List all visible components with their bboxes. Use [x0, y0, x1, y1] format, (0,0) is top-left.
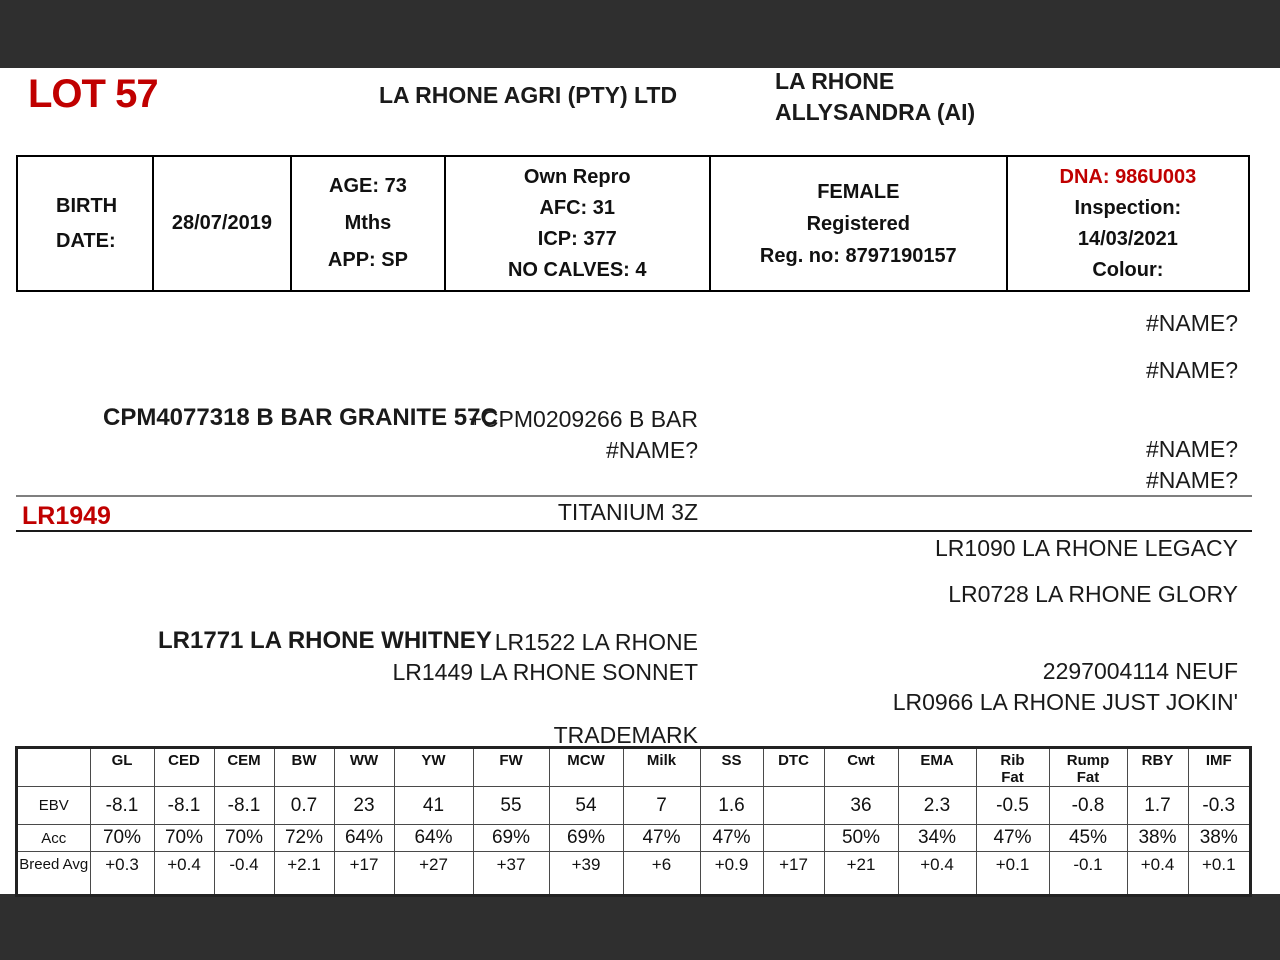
ebv-value-cell: 55	[473, 787, 549, 825]
pedigree-sire-dam-dam: #NAME?	[1145, 467, 1238, 493]
ebv-value-cell: 7	[623, 787, 700, 825]
ebv-value-cell: 36	[824, 787, 898, 825]
ebv-value-cell: 1.6	[700, 787, 763, 825]
ebv-header-cell	[154, 748, 214, 787]
ebv-value-cell: 70%	[90, 825, 154, 852]
animal-name	[775, 66, 975, 128]
ebv-value-cell: 69%	[473, 825, 549, 852]
ebv-header-text: Rump	[1066, 752, 1110, 769]
ebv-value-cell: -0.4	[214, 852, 274, 895]
ebv-value-cell: 38%	[1188, 825, 1250, 852]
pedigree-dam-dam-sire: 2297004114 NEUF	[1042, 658, 1238, 684]
ebv-value-cell: +0.4	[898, 852, 976, 895]
ebv-header-text: CED	[168, 752, 200, 769]
own-repro-line: Own Repro	[523, 165, 631, 188]
pedigree-sire: CPM4077318 B BAR GRANITE 57C	[103, 404, 498, 431]
ebv-header-cell	[623, 748, 700, 787]
ebv-header-cell	[1188, 748, 1250, 787]
ebv-value-cell: +17	[334, 852, 394, 895]
ebv-header-text: MCW	[567, 752, 605, 769]
ebv-header-cell	[274, 748, 334, 787]
ebv-value-cell: +0.4	[1127, 852, 1188, 895]
ebv-value-cell: 45%	[1049, 825, 1127, 852]
pedigree-dam: LR1771 LA RHONE WHITNEY	[158, 627, 492, 654]
divider-bottom-rule	[16, 530, 1252, 532]
inspection-label: Inspection:	[1074, 196, 1182, 219]
ebv-value-cell: -8.1	[214, 787, 274, 825]
pedigree-dam-sire-line2: TRADEMARK	[553, 722, 698, 748]
ebv-value-cell: +39	[549, 852, 623, 895]
birth-label-line2: DATE:	[56, 229, 116, 252]
birth-date-value: 28/07/2019	[171, 212, 272, 234]
pedigree-dam-sire-dam: LR0728 LA RHONE GLORY	[948, 581, 1238, 607]
ebv-header-cell	[214, 748, 274, 787]
ebv-value-cell: -0.1	[1049, 852, 1127, 895]
ebv-value-cell	[763, 825, 824, 852]
ebv-header-cell	[549, 748, 623, 787]
ebv-header-text: Fat	[1076, 769, 1100, 786]
ebv-value-cell: -0.5	[976, 787, 1049, 825]
registration-cell	[711, 157, 1008, 290]
sex-line: FEMALE	[817, 180, 900, 203]
bottom-bar	[0, 894, 1280, 960]
ebv-value-cell: 2.3	[898, 787, 976, 825]
ebv-value-cell: +0.9	[700, 852, 763, 895]
ebv-value-cell: 70%	[154, 825, 214, 852]
company-title: LA RHONE AGRI (PTY) LTD	[378, 82, 678, 108]
ebv-header-cell	[473, 748, 549, 787]
reg-no-line: Reg. no: 8797190157	[759, 244, 957, 267]
ebv-header-text: IMF	[1205, 752, 1232, 769]
ebv-header-cell	[1127, 748, 1188, 787]
ebv-value-cell: +17	[763, 852, 824, 895]
ebv-data-row	[17, 787, 1250, 825]
ebv-header-text: FW	[499, 752, 523, 769]
pedigree-dam-dam: LR1449 LA RHONE SONNET	[392, 659, 698, 685]
animal-name-line2: ALLYSANDRA (AI)	[775, 99, 976, 125]
ebv-header-cell	[700, 748, 763, 787]
pedigree-dam-dam-dam: LR0966 LA RHONE JUST JOKIN'	[892, 689, 1238, 715]
ebv-data-row	[17, 825, 1250, 852]
pedigree-dam-sire-line1: LR1522 LA RHONE	[494, 629, 698, 655]
ebv-value-cell: 64%	[394, 825, 473, 852]
age-cell	[292, 157, 445, 290]
ebv-row-label: Acc	[17, 825, 90, 852]
top-bar	[0, 0, 1280, 68]
ebv-value-cell: 72%	[274, 825, 334, 852]
ebv-value-cell: +0.4	[154, 852, 214, 895]
dna-cell	[1008, 157, 1248, 290]
ebv-value-cell: -8.1	[90, 787, 154, 825]
pedigree-sire-sire-line1: +CPM0209266 B BAR	[468, 406, 698, 432]
icp-line: ICP: 377	[537, 227, 617, 250]
ebv-corner-cell	[17, 748, 90, 787]
ebv-value-cell: 1.7	[1127, 787, 1188, 825]
info-table	[16, 155, 1250, 292]
ebv-value-cell: 70%	[214, 825, 274, 852]
pedigree-sire-dam: #NAME?	[605, 437, 698, 463]
ebv-value-cell: +0.3	[90, 852, 154, 895]
ebv-value-cell: 41	[394, 787, 473, 825]
ebv-table	[16, 747, 1251, 896]
ebv-value-cell: 38%	[1127, 825, 1188, 852]
ebv-header-text: Fat	[1001, 769, 1024, 786]
no-calves-line: NO CALVES: 4	[507, 258, 647, 281]
ebv-header-cell	[90, 748, 154, 787]
ebv-value-cell: 69%	[549, 825, 623, 852]
ebv-header-text: DTC	[778, 752, 809, 769]
ebv-header-cell	[824, 748, 898, 787]
ebv-header-text: GL	[111, 752, 133, 769]
ebv-header-text: WW	[349, 752, 379, 769]
ebv-row-label: Breed Avg	[17, 852, 90, 895]
pedigree-sire-dam-sire: #NAME?	[1145, 436, 1238, 462]
ebv-tbody	[17, 748, 1250, 895]
ebv-value-cell: 50%	[824, 825, 898, 852]
ebv-row-label: EBV	[17, 787, 90, 825]
ebv-header-text: Cwt	[847, 752, 875, 769]
ebv-value-cell: -0.8	[1049, 787, 1127, 825]
ebv-header-text: YW	[421, 752, 446, 769]
ebv-header-text: RBY	[1141, 752, 1174, 769]
registered-line: Registered	[806, 212, 910, 235]
app-line: APP: SP	[327, 249, 408, 271]
ebv-header-cell	[394, 748, 473, 787]
repro-cell	[446, 157, 711, 290]
ebv-value-cell	[763, 787, 824, 825]
afc-line: AFC: 31	[539, 196, 616, 219]
ebv-value-cell: -8.1	[154, 787, 214, 825]
ebv-header-text: CEM	[227, 752, 261, 769]
ebv-value-cell: 47%	[623, 825, 700, 852]
ebv-value-cell: 23	[334, 787, 394, 825]
age-unit-line: Mths	[344, 212, 392, 234]
ebv-value-cell: 64%	[334, 825, 394, 852]
animal-name-line1: LA RHONE	[775, 68, 895, 94]
dna-line: DNA: 986U003	[1059, 165, 1197, 188]
ebv-value-cell: +37	[473, 852, 549, 895]
ebv-value-cell: 47%	[700, 825, 763, 852]
pedigree-sire-sire-sire: #NAME?	[1145, 310, 1238, 336]
ebv-header-cell	[976, 748, 1049, 787]
pedigree-dam-sire-sire: LR1090 LA RHONE LEGACY	[935, 535, 1238, 561]
ebv-header-cell	[1049, 748, 1127, 787]
ebv-header-cell	[334, 748, 394, 787]
ebv-value-cell: 54	[549, 787, 623, 825]
ebv-header-text: Rib	[1000, 752, 1025, 769]
inspection-date: 14/03/2021	[1077, 227, 1178, 250]
ebv-value-cell: +0.1	[1188, 852, 1250, 895]
ebv-value-cell: -0.3	[1188, 787, 1250, 825]
ebv-header-text: BW	[291, 752, 317, 769]
ebv-value-cell: +6	[623, 852, 700, 895]
colour-label: Colour:	[1092, 258, 1164, 281]
lot-number: LOT 57	[28, 72, 158, 116]
ebv-value-cell: 47%	[976, 825, 1049, 852]
age-line: AGE: 73	[329, 175, 407, 197]
birth-label-line1: BIRTH	[56, 194, 118, 217]
animal-id: LR1949	[22, 502, 111, 530]
pedigree-sire-sire-line2: TITANIUM 3Z	[557, 499, 698, 525]
ebv-value-cell: +0.1	[976, 852, 1049, 895]
ebv-value-cell: 0.7	[274, 787, 334, 825]
ebv-value-cell: +27	[394, 852, 473, 895]
ebv-header-cell	[763, 748, 824, 787]
ebv-header-row	[17, 748, 1250, 787]
birth-date-label-cell	[18, 157, 154, 290]
ebv-value-cell: +21	[824, 852, 898, 895]
ebv-header-text: SS	[721, 752, 742, 769]
divider-top-rule	[16, 495, 1252, 497]
ebv-header-text: Milk	[646, 752, 677, 769]
ebv-data-row	[17, 852, 1250, 895]
birth-date-value-cell	[154, 157, 293, 290]
ebv-value-cell: 34%	[898, 825, 976, 852]
pedigree-sire-sire-dam: #NAME?	[1145, 357, 1238, 383]
ebv-value-cell: +2.1	[274, 852, 334, 895]
ebv-header-text: EMA	[920, 752, 954, 769]
ebv-header-cell	[898, 748, 976, 787]
